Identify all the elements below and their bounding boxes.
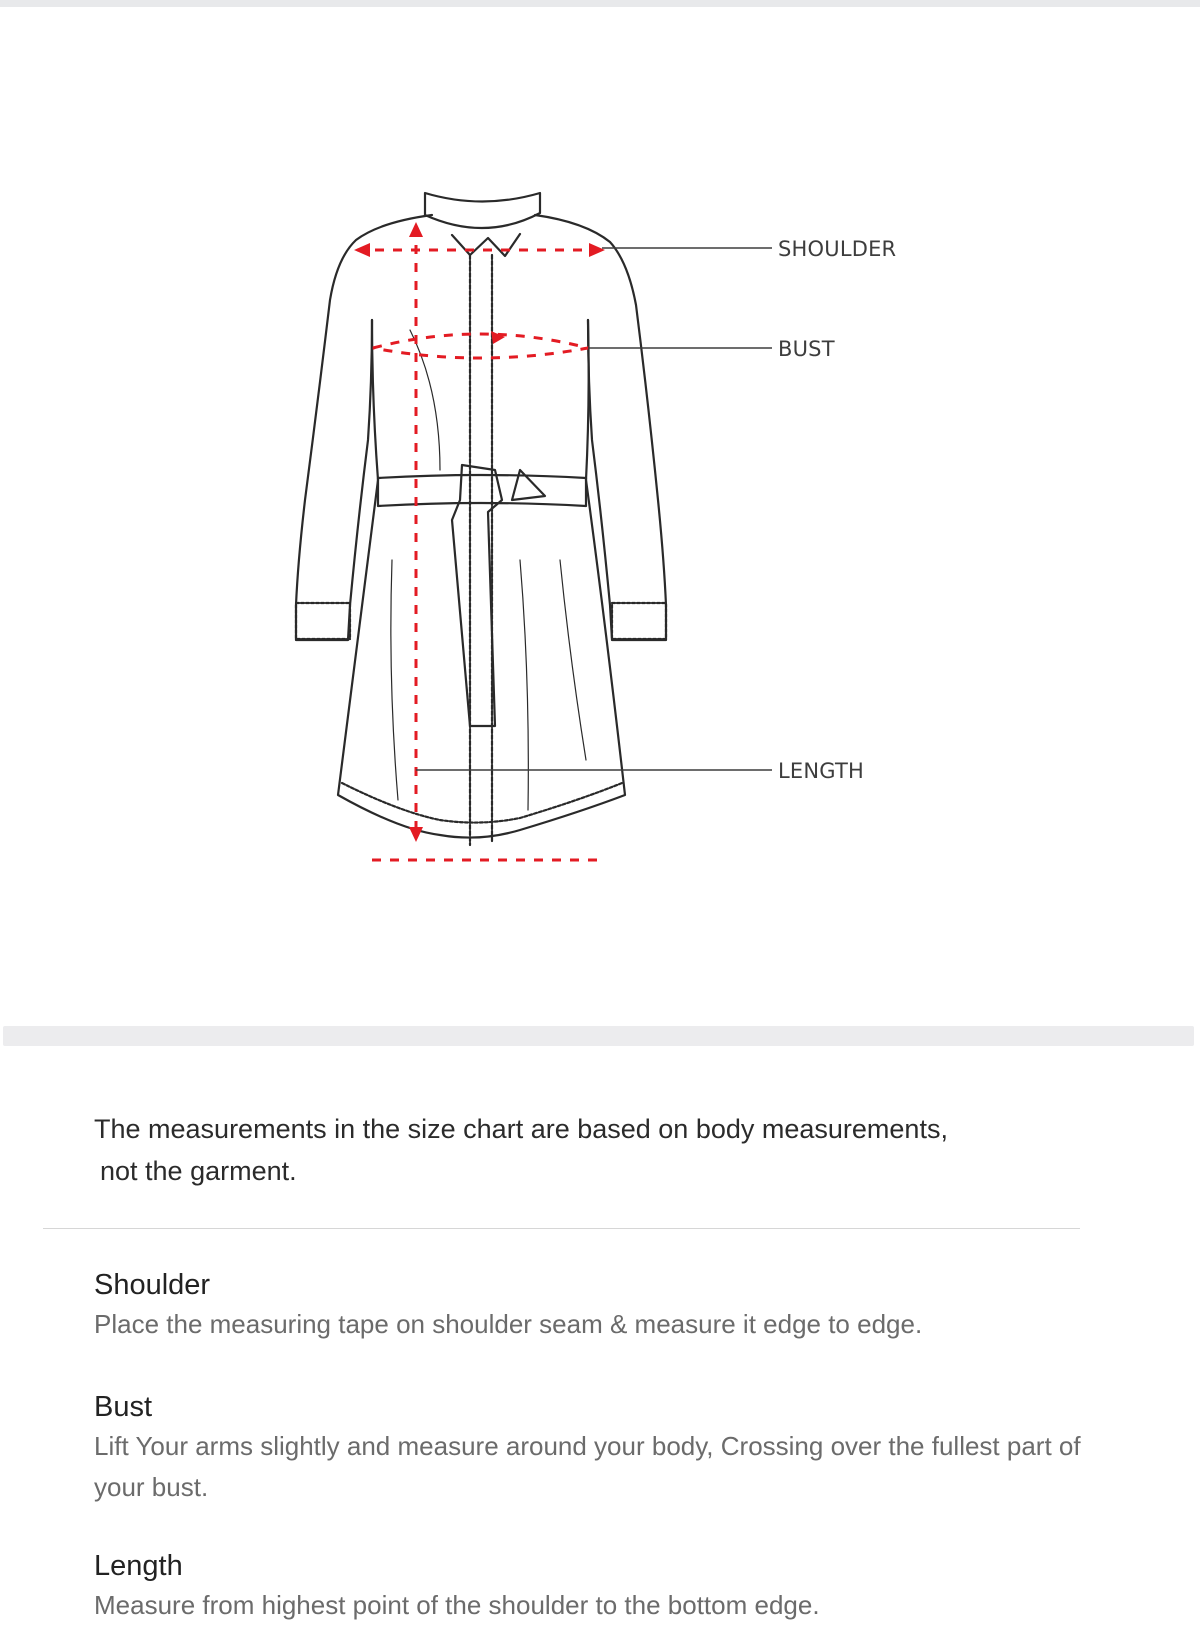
tip-title: Length <box>94 1550 183 1582</box>
right-sleeve <box>535 215 666 640</box>
section-divider <box>3 1026 1194 1046</box>
tip-description: Lift Your arms slightly and measure around your body, Crossing over the fullest part of your bust. <box>94 1431 1081 1502</box>
note-divider <box>43 1228 1080 1229</box>
tip-bust <box>94 1388 1094 1508</box>
shoulder-arrow-left <box>354 243 370 257</box>
dress-body <box>338 320 625 838</box>
measurement-note <box>94 1108 1094 1192</box>
shirt-dress-illustration <box>0 7 1200 1027</box>
length-arrow-top <box>409 222 423 237</box>
hem-seam <box>342 783 622 823</box>
shoulder-label: SHOULDER <box>778 237 897 261</box>
length-arrow-bottom <box>409 827 423 842</box>
right-cuff <box>612 603 666 639</box>
shoulder-arrow-right <box>589 243 605 257</box>
top-divider <box>0 0 1200 7</box>
tip-description: Place the measuring tape on shoulder seam & measure it edge to edge. <box>94 1309 923 1339</box>
bust-label: BUST <box>778 337 835 361</box>
belt <box>378 475 586 506</box>
left-sleeve <box>296 215 432 640</box>
tip-title: Bust <box>94 1391 153 1423</box>
collar-outline <box>425 193 540 228</box>
tip-length <box>94 1547 1094 1626</box>
bust-measure-line <box>373 334 588 358</box>
tip-shoulder <box>94 1266 1094 1345</box>
tip-title: Shoulder <box>94 1269 211 1301</box>
tip-description: Measure from highest point of the shoulder to the bottom edge. <box>94 1590 820 1620</box>
length-label: LENGTH <box>778 759 865 783</box>
note-line-1: The measurements in the size chart are based on body measurements, <box>94 1114 948 1144</box>
left-cuff <box>296 603 350 639</box>
note-line-2: not the garment. <box>100 1156 297 1186</box>
collar-inner <box>452 234 520 256</box>
size-guide-diagram <box>0 7 1200 1027</box>
